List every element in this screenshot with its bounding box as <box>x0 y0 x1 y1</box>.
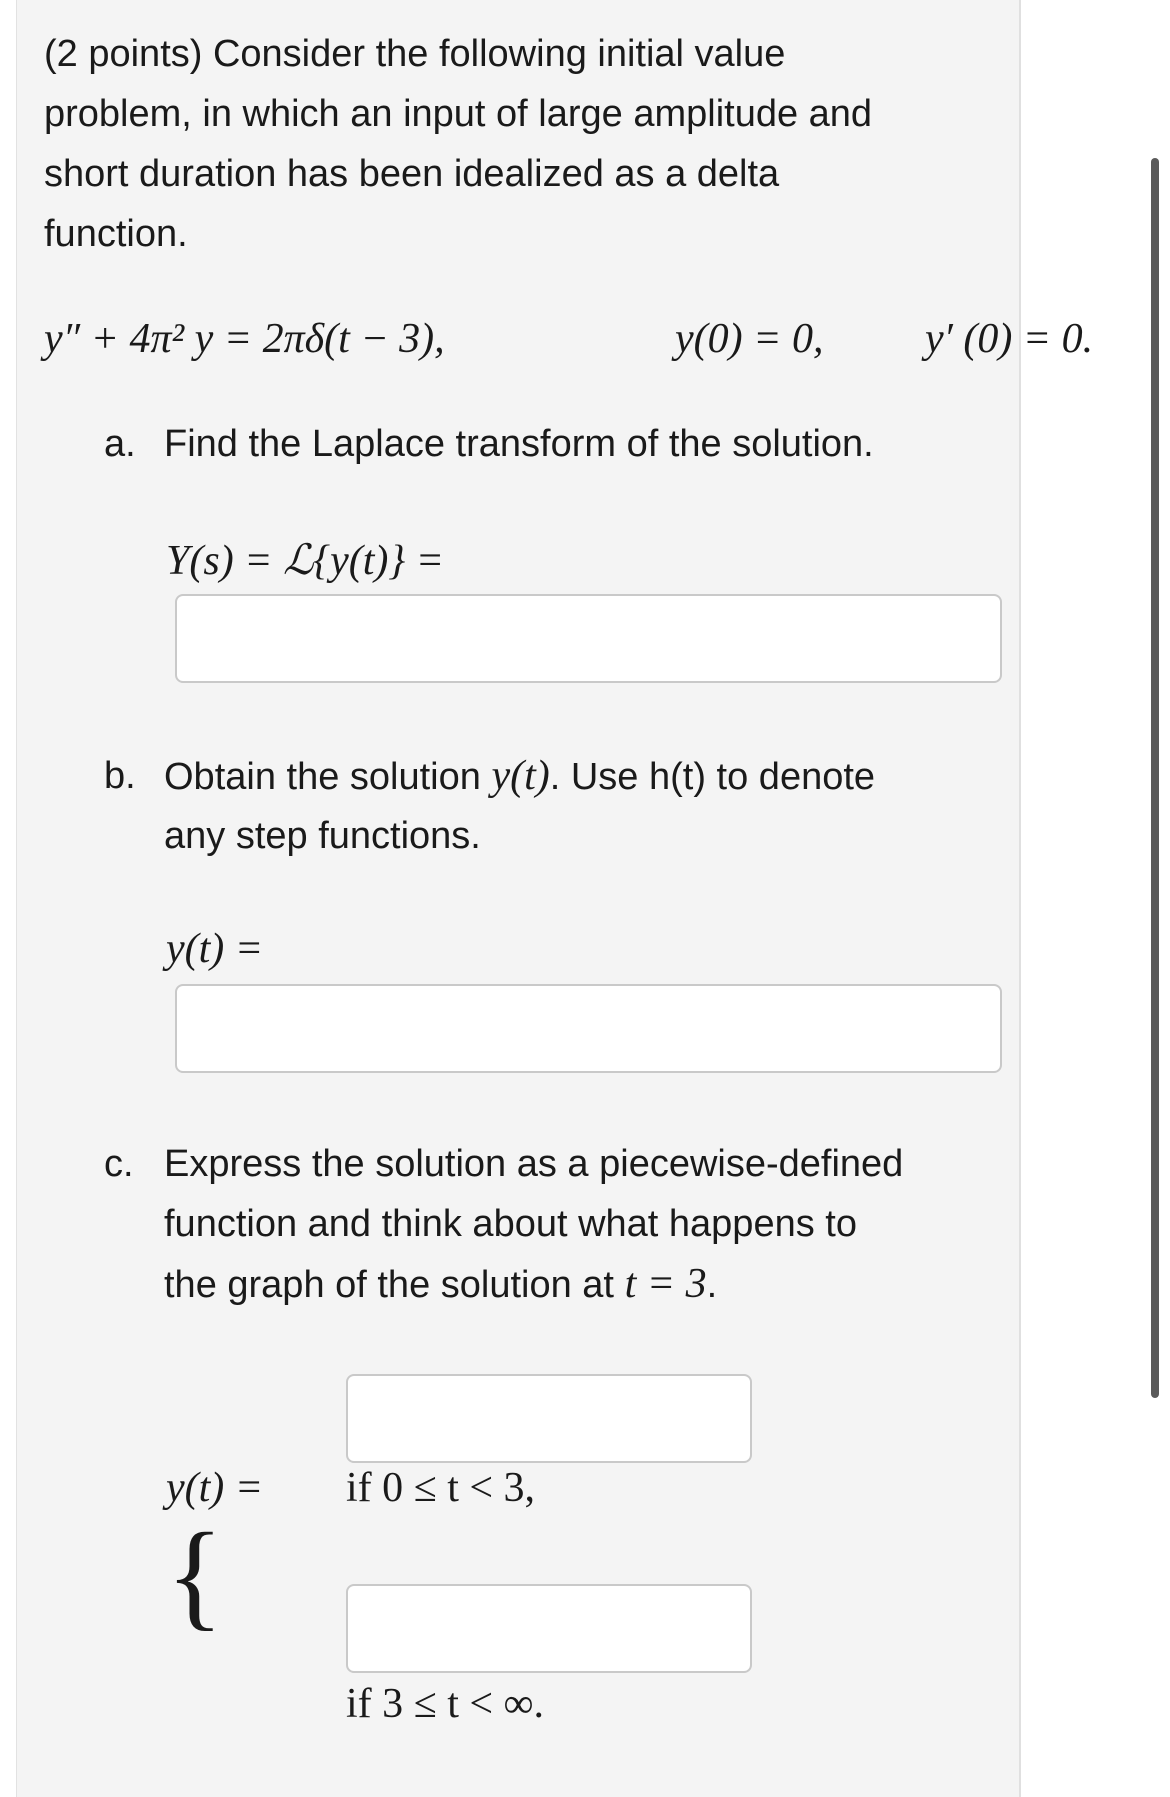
intro-line-2: problem, in which an input of large amplitude and <box>44 93 873 135</box>
part-b-math: y(t) <box>491 753 550 799</box>
initial-condition-1: y(0) = 0, <box>675 316 824 362</box>
piecewise-brace: { <box>166 1508 224 1641</box>
part-c-line-3-pre: the graph of the solution at <box>164 1264 614 1306</box>
part-c-line-2: function and think about what happens to <box>164 1203 857 1245</box>
part-b-text-pre: Obtain the solution <box>164 756 481 798</box>
scrollbar[interactable] <box>1151 158 1159 1398</box>
laplace-answer-input[interactable] <box>175 594 1002 683</box>
part-a-text: Find the Laplace transform of the solution. <box>164 423 874 465</box>
piecewise-answer-input-1[interactable] <box>346 1374 752 1463</box>
laplace-label: Y(s) = ℒ{y(t)} = <box>166 538 444 584</box>
part-c-line-3 <box>164 1254 717 1315</box>
solution-label: y(t) = <box>166 926 264 972</box>
part-a-marker: a. <box>104 423 136 465</box>
solution-answer-input[interactable] <box>175 984 1002 1073</box>
initial-condition-2: y′ (0) = 0. <box>925 316 1094 362</box>
part-c-line-1: Express the solution as a piecewise-defined <box>164 1143 904 1185</box>
intro-line-1: (2 points) Consider the following initial value <box>44 33 786 75</box>
part-c-marker: c. <box>104 1143 134 1185</box>
part-c-math: t = 3 <box>624 1261 707 1307</box>
part-b-text <box>164 746 875 807</box>
ode-equation: y″ + 4π² y = 2πδ(t − 3), <box>44 316 445 362</box>
intro-line-3: short duration has been idealized as a delta <box>44 153 780 195</box>
intro-line-4: function. <box>44 213 188 255</box>
part-c-line-3-post: . <box>706 1264 718 1306</box>
piecewise-condition-2: if 3 ≤ t < ∞. <box>346 1681 545 1727</box>
part-b-text-post: . Use h(t) to denote <box>549 756 876 798</box>
piecewise-condition-1: if 0 ≤ t < 3, <box>346 1465 536 1511</box>
piecewise-answer-input-2[interactable] <box>346 1584 752 1673</box>
part-b-marker: b. <box>104 755 136 797</box>
part-b-line-2: any step functions. <box>164 815 481 857</box>
piecewise-label: y(t) = <box>166 1465 264 1511</box>
